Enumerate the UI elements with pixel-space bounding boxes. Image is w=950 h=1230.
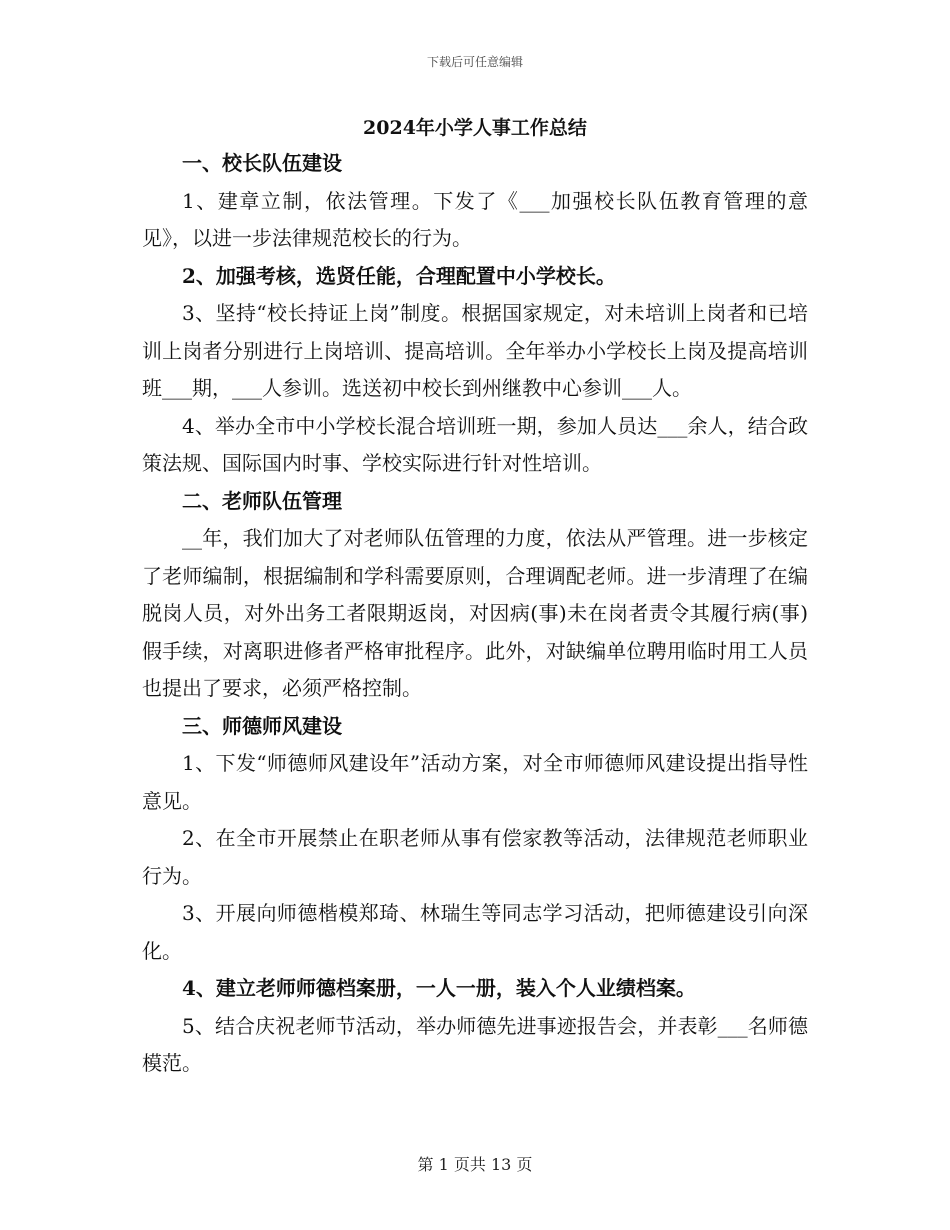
paragraph: 1、下发“师德师风建设年”活动方案，对全市师德师风建设提出指导性意见。 [142, 751, 808, 813]
bold-paragraph: 2、加强考核，选贤任能，合理配置中小学校长。 [182, 263, 616, 288]
download-note: 下载后可任意编辑 [426, 55, 523, 69]
paragraph: 5、结合庆祝老师节活动，举办师德先进事迹报告会，并表彰___名师德模范。 [142, 1013, 808, 1075]
section-heading: 二、老师队伍管理 [182, 488, 342, 513]
paragraph: 2、在全市开展禁止在职老师从事有偿家教等活动，法律规范老师职业行为。 [142, 826, 808, 888]
paragraph: 1、建章立制，依法管理。下发了《___加强校长队伍教育管理的意见》，以进一步法律规范校长的行为。 [142, 188, 808, 250]
paragraph: 3、坚持“校长持证上岗”制度。根据国家规定，对未培训上岗者和已培训上岗者分别进行上岗培训、提高培训。全年举办小学校长上岗及提高培训班___期，___人参训。选送初中校长到州继教中心参训___人。 [142, 301, 808, 400]
paragraph: 3、开展向师德楷模郑琦、林瑞生等同志学习活动，把师德建设引向深化。 [142, 901, 808, 963]
section-heading: 三、师德师风建设 [182, 713, 342, 738]
paragraph: __年，我们加大了对老师队伍管理的力度，依法从严管理。进一步核定了老师编制，根据编制和学科需要原则，合理调配老师。进一步清理了在编脱岗人员，对外出务工者限期返岗，对因病(事)未在岗者责令其履行病(事)假手续，对离职进修者严格审批程序。此外，对缺编单位聘用临时用工人员也提出了要求，必须严格控制。 [142, 526, 808, 700]
document-body [142, 145, 808, 1083]
document-title: 2024年小学人事工作总结 [363, 117, 587, 139]
bold-paragraph: 4、建立老师师德档案册，一人一册，装入个人业绩档案。 [182, 976, 696, 1000]
paragraph: 4、举办全市中小学校长混合培训班一期，参加人员达___余人，结合政策法规、国际国内时事、学校实际进行针对性培训。 [142, 413, 808, 475]
page-number: 第 1 页共 13 页 [417, 1155, 533, 1174]
section-heading: 一、校长队伍建设 [182, 151, 342, 175]
